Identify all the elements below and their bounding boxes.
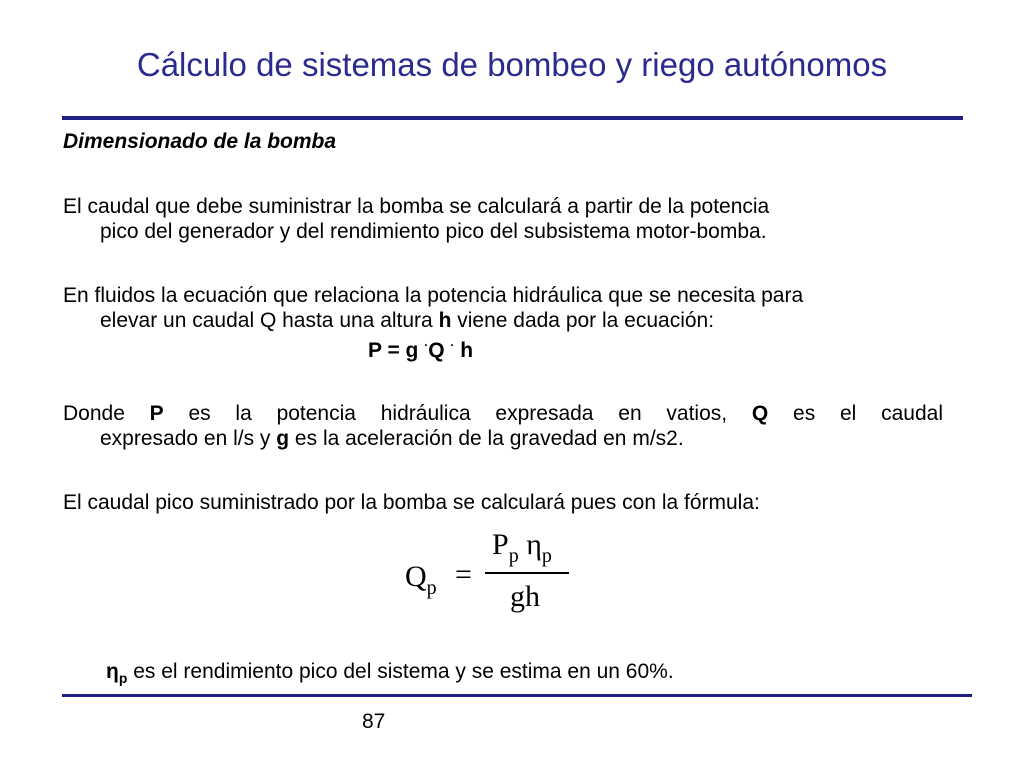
fraction-bar [485,572,569,574]
paragraph-line: El caudal que debe suministrar la bomba se calculará a partir de la potencia [63,195,770,218]
paragraph-fluidos [63,283,963,333]
formula-q: Q [405,560,427,593]
text-run: elevar un caudal Q hasta una altura [100,309,439,332]
note-text: es el rendimiento pico del sistema y se estima en un 60%. [127,660,674,683]
text-run: viene dada por la ecuación: [451,309,715,332]
text-run: Donde [63,402,150,425]
paragraph-line: El caudal pico suministrado por la bomba se calculará pues con la fórmula: [63,491,760,514]
formula-lhs [405,560,437,600]
text-run: es el caudal [768,402,943,425]
symbol-g: g [276,427,290,450]
power-equation [368,338,473,363]
paragraph-line [63,426,943,451]
paragraph-caudal [63,194,943,244]
formula-equals: = [455,558,472,591]
page-number: 87 [362,710,386,733]
symbol-p: P [149,402,164,425]
formula-numerator [492,528,552,568]
symbol-q: Q [751,402,769,425]
eq-dot: · [424,338,429,352]
eq-part: Q [428,339,451,362]
formula-sub: p [508,545,519,567]
formula-eta: η [518,528,542,561]
formula-sub: p [426,577,437,599]
text-run: expresado en l/s y [100,427,277,450]
eta-sub: p [118,670,128,687]
paragraph-donde [63,401,943,451]
slide-title: Cálculo de sistemas de bombeo y riego autónomos [136,46,888,83]
formula-sub: p [541,545,552,567]
text-run: es la potencia hidráulica expresada en vatios, [163,402,752,425]
bottom-divider [62,694,972,697]
eq-part: h [454,339,474,362]
text-run: es la aceleración de la gravedad en m/s2. [289,427,684,450]
top-divider [62,116,963,120]
eq-part: P = g [368,339,425,362]
efficiency-note [106,660,674,686]
paragraph-line [63,401,943,426]
section-heading: Dimensionado de la bomba [63,130,337,153]
paragraph-line: En fluidos la ecuación que relaciona la potencia hidráulica que se necesita para [63,284,804,307]
paragraph-line: pico del generador y del rendimiento pico del subsistema motor-bomba. [100,220,767,243]
symbol-h: h [438,309,452,332]
paragraph-caudal-pico [63,490,943,515]
formula-denominator: gh [510,580,540,613]
eta-symbol: η [106,660,119,683]
paragraph-line [63,308,963,333]
formula-p: P [492,528,509,561]
eq-dot: · [450,338,455,352]
